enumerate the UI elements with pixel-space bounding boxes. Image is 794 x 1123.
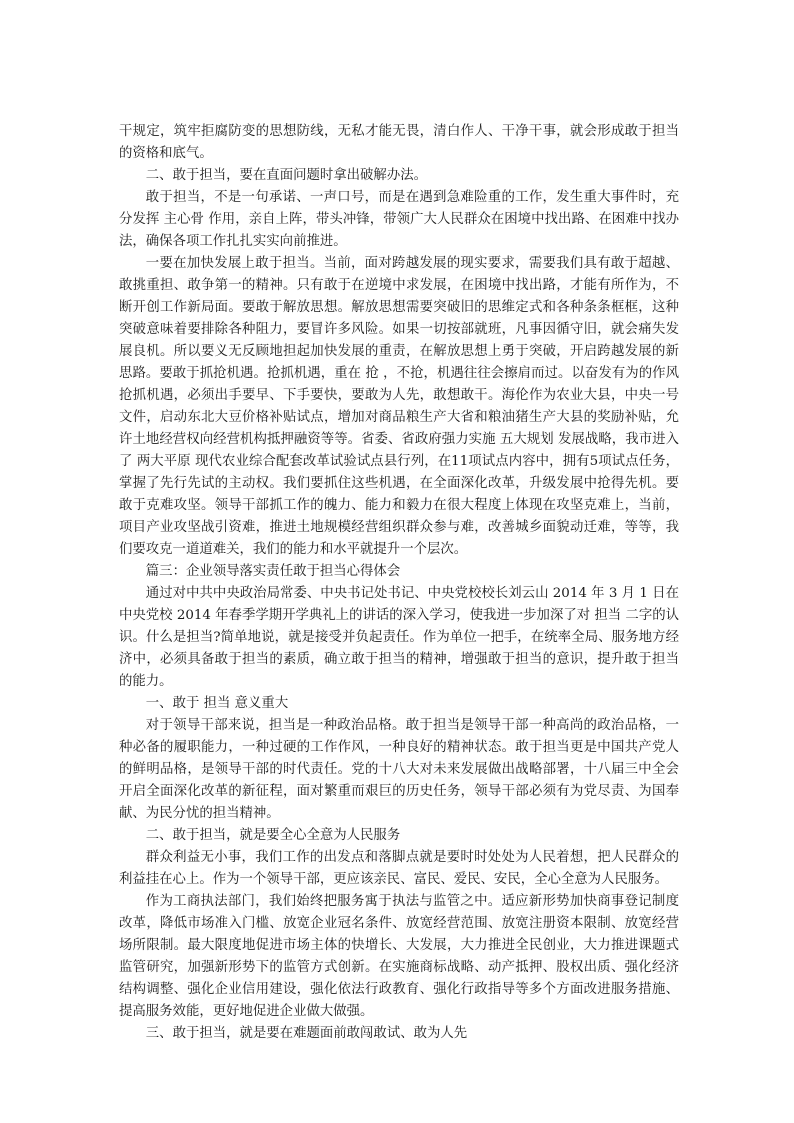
paragraph: 敢于担当，不是一句承诺、一声口号，而是在遇到急难险重的工作，发生重大事件时，充分发挥 主心骨 作用，亲自上阵，带头冲锋，带领广大人民群众在困境中找出路、在困难中找办法，确保各项工作扎扎实实向前推进。 <box>119 190 679 249</box>
paragraph: 作为工商执法部门，我们始终把服务寓于执法与监管之中。适应新形势加快商事登记制度改革，降低市场准入门槛、放宽企业冠名条件、放宽经营范围、放宽注册资本限制、放宽经营场所限制。最大限度地促进市场主体的快增长、大发展，大力推进全民创业，大力推进课题式 监管研究，加强新形势下的监管方式创新。在实施商标战略、动产抵押、股权出质、强化经济结构调整、强化企业信用建设，强化依法行政教育、强化行政指导等多个方面改进服务措施、提高服务效能，更好地促进企业做大做强。 <box>119 894 679 1019</box>
section-heading: 一、敢于 担当 意义重大 <box>145 696 289 711</box>
paragraph: 一要在加快发展上敢于担当。当前，面对跨越发展的现实要求，需要我们具有敢于超越、敢挑重担、敢争第一的精神。只有敢于在逆境中求发展，在困境中找出路，才能有所作为，不断开创工作新局面。要敢于解放思想。解放思想需要突破旧的思维定式和各种条条框框，这种突破意味着要排除各种阻力，要冒许多风险。如果一切按部就班，凡事因循守旧，就会痛失发展良机。所以要义无反顾地担起加快发展的重责，在解放思想上勇于突破，开启跨越发展的新思路。要敢于抓抢机遇。抢抓机遇，重在 抢 ，不抢，机遇往往会擦肩而过。以奋发有为的作风抢抓机遇，必须出手要早、下手要快，要敢为人先，敢想敢干。海伦作为农业大县，中央一号文件，启动东北大豆价格补贴试点，增加对商品粮生产大省和粮油猪生产大县的奖励补贴，允许土地经营权向经营机构抵押融资等等。省委、省政府强力实施 五大规划 发展战略，我市进入了 两大平原 现代农业综合配套改革试验试点县行列，在11项试点内容中，拥有5项试点任务，掌握了先行先试的主动权。我们要抓住这些机遇，在全面深化改革，升级发展中抢得先机。要敢于克难攻坚。领导干部抓工作的魄力、能力和毅力在很大程度上体现在攻坚克难上，当前，项目产业攻坚战引资难，推进土地规模经营组织群众参与难，改善城乡面貌动迁难，等等，我们要攻克一道道难关，我们的能力和水平就提升一个层次。 <box>119 256 679 557</box>
paragraph: 对于领导干部来说，担当是一种政治品格。敢于担当是领导干部一种高尚的政治品格，一种必备的履职能力，一种过硬的工作作风，一种良好的精神状态。敢于担当更是中国共产党人的鲜明品格，是领导干部的时代责任。党的十八大对未来发展做出战略部署，十八届三中全会开启全面深化改革的新征程，面对繁重而艰巨的历史任务，领导干部必须有为党尽责、为国奉献、为民分忧的担当精神。 <box>119 718 679 821</box>
section-heading: 二、敢于担当，就是要全心全意为人民服务 <box>145 828 401 843</box>
article-title: 篇三：企业领导落实责任敢于担当心得体会 <box>145 564 401 579</box>
paragraph: 通过对中共中央政治局常委、中央书记处书记、中央党校校长刘云山 2014 年 3 月 1 日在中央党校 2014 年春季学期开学典礼上的讲话的深入学习，使我进一步加深了对 担当 二字的认识。什么是担当?简单地说，就是接受并负起责任。作为单位一把手，在统率全局、服务地方经济中，必须具备敢于担当的素质，确立敢于担当的精神，增强敢于担当的意识，提升敢于担当的能力。 <box>119 586 679 689</box>
section-heading: 三、敢于担当，就是要在难题面前敢闯敢试、敢为人先 <box>145 1026 468 1041</box>
section-heading: 二、敢于担当，要在直面问题时拿出破解办法。 <box>145 168 427 183</box>
paragraph: 干规定，筑牢拒腐防变的思想防线，无私才能无畏，清白作人、干净干事，就会形成敢于担当的资格和底气。 <box>119 124 679 161</box>
paragraph: 群众利益无小事，我们工作的出发点和落脚点就是要时时处处为人民着想，把人民群众的利益挂在心上。作为一个领导干部，更应该亲民、富民、爱民、安民，全心全意为人民服务。 <box>119 850 679 887</box>
document-page <box>119 121 679 1045</box>
